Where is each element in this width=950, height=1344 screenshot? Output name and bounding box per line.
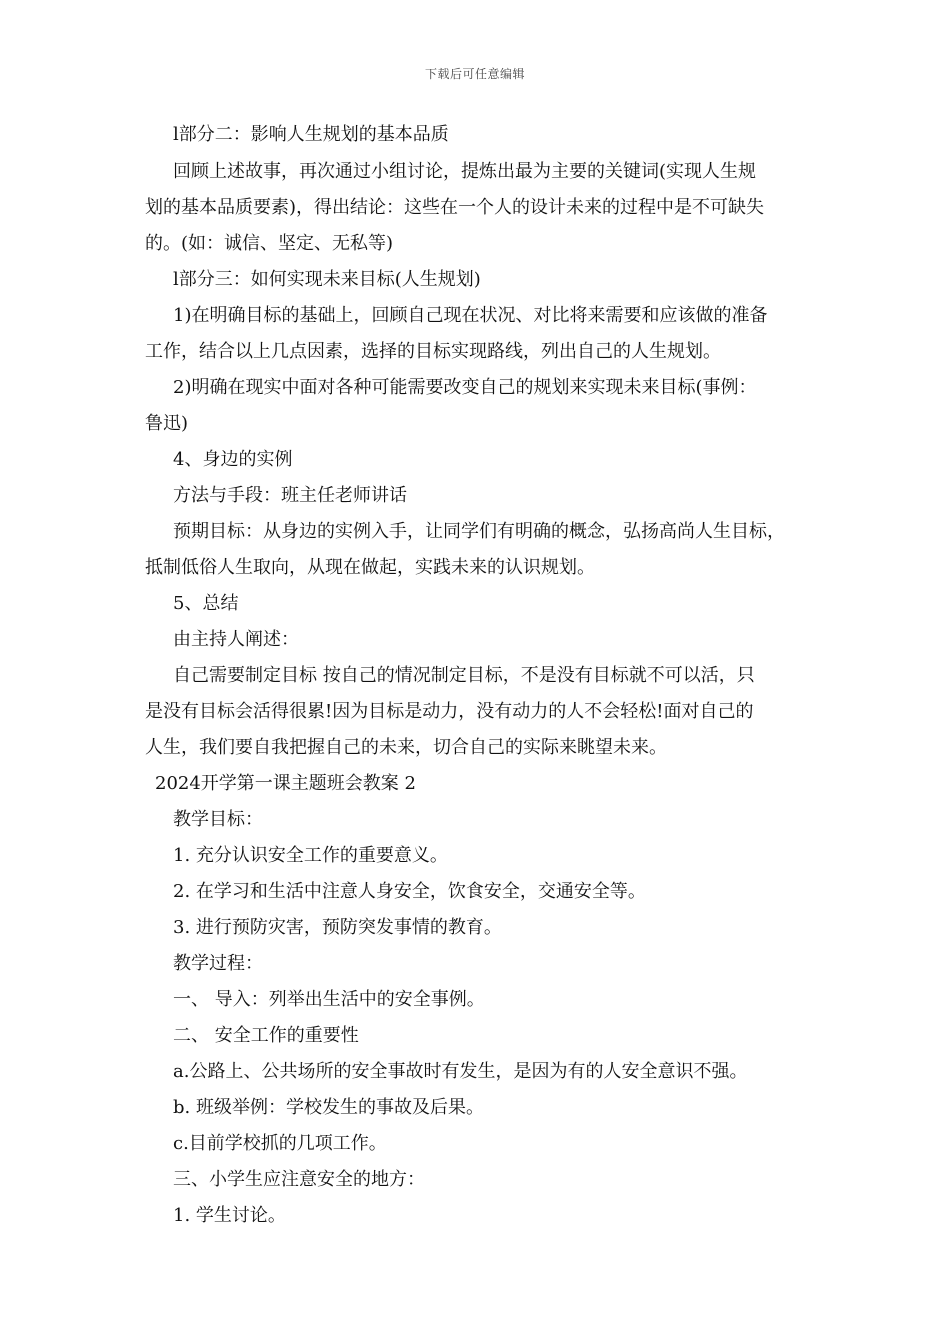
list-item: 1. 充分认识安全工作的重要意义。 bbox=[173, 845, 448, 866]
paragraph-line: 人生，我们要自我把握自己的未来，切合自己的实际来眺望未来。 bbox=[145, 737, 667, 758]
paragraph-line: 鲁迅) bbox=[145, 413, 189, 434]
paragraph-line: 2)明确在现实中面对各种可能需要改变自己的规划来实现未来目标(事例： bbox=[173, 377, 757, 398]
list-item: b. 班级举例：学校发生的事故及后果。 bbox=[173, 1097, 484, 1118]
paragraph-line: 回顾上述故事，再次通过小组讨论，提炼出最为主要的关键词(实现人生规 bbox=[173, 161, 757, 182]
list-item: 一、 导入：列举出生活中的安全事例。 bbox=[173, 989, 485, 1010]
paragraph-line: 的。(如：诚信、坚定、无私等) bbox=[145, 233, 394, 254]
paragraph-line: 由主持人阐述： bbox=[173, 629, 299, 650]
paragraph-line: 自己需要制定目标 按自己的情况制定目标，不是没有目标就不可以活，只 bbox=[173, 665, 755, 686]
paragraph-line: 1)在明确目标的基础上，回顾自己现在状况、对比将来需要和应该做的准备 bbox=[173, 305, 768, 326]
paragraph-line: 抵制低俗人生取向，从现在做起，实践未来的认识规划。 bbox=[145, 557, 595, 578]
page-header: 下载后可任意编辑 bbox=[424, 67, 525, 81]
section-heading: 教学目标： bbox=[173, 809, 263, 830]
paragraph-line: 是没有目标会活得很累!因为目标是动力，没有动力的人不会轻松!面对自己的 bbox=[145, 701, 754, 722]
list-item: a.公路上、公共场所的安全事故时有发生，是因为有的人安全意识不强。 bbox=[173, 1061, 748, 1082]
paragraph-line: l部分二：影响人生规划的基本品质 bbox=[173, 124, 449, 145]
paragraph-line: 方法与手段：班主任老师讲话 bbox=[173, 485, 407, 506]
list-item: 1. 学生讨论。 bbox=[173, 1205, 286, 1226]
paragraph-line: l部分三：如何实现未来目标(人生规划) bbox=[173, 269, 481, 290]
section-heading: 5、总结 bbox=[173, 593, 239, 614]
list-item: 三、小学生应注意安全的地方： bbox=[173, 1169, 425, 1190]
section-heading: 教学过程： bbox=[173, 953, 263, 974]
section-heading: 4、身边的实例 bbox=[173, 449, 293, 470]
paragraph-line: 工作，结合以上几点因素，选择的目标实现路线，列出自己的人生规划。 bbox=[145, 341, 721, 362]
list-item: c.目前学校抓的几项工作。 bbox=[173, 1133, 387, 1154]
document-title: 2024开学第一课主题班会教案 2 bbox=[155, 773, 416, 794]
paragraph-line: 划的基本品质要素)，得出结论：这些在一个人的设计未来的过程中是不可缺失 bbox=[145, 197, 765, 218]
list-item: 3. 进行预防灾害，预防突发事情的教育。 bbox=[173, 917, 502, 938]
list-item: 二、 安全工作的重要性 bbox=[173, 1025, 359, 1046]
list-item: 2. 在学习和生活中注意人身安全，饮食安全，交通安全等。 bbox=[173, 881, 646, 902]
paragraph-line: 预期目标：从身边的实例入手，让同学们有明确的概念，弘扬高尚人生目标， bbox=[173, 521, 785, 542]
